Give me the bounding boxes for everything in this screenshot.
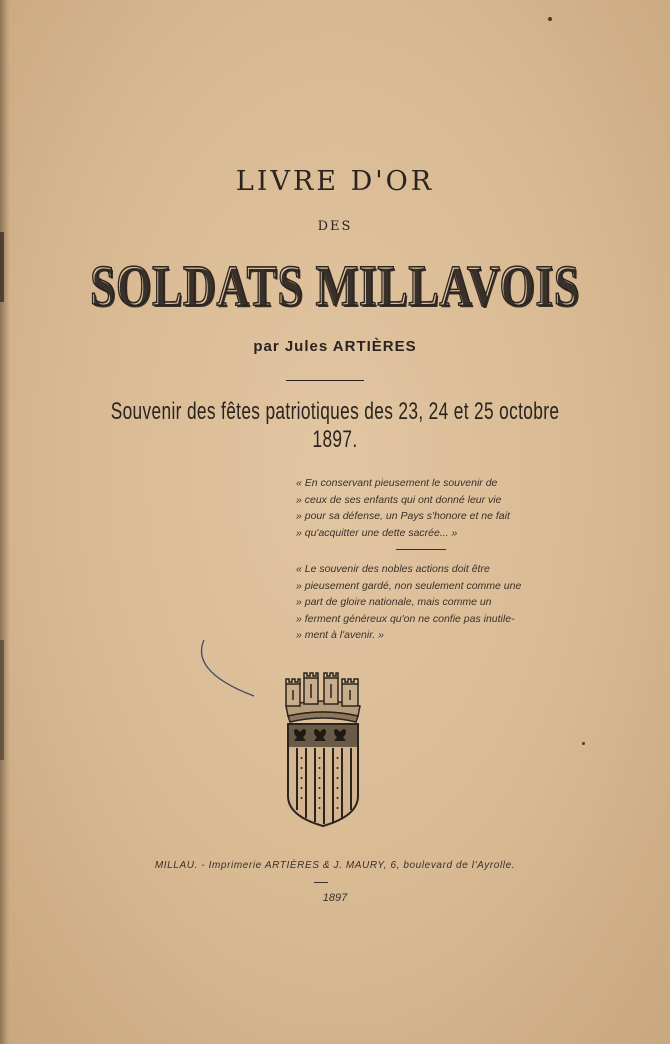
epigraph-line: » ferment généreux qu'on ne confie pas inutile- (296, 612, 515, 625)
imprint-divider (314, 882, 328, 883)
binding-edge (0, 0, 10, 1044)
epigraph-1 (296, 475, 554, 541)
subtitle: Souvenir des fêtes patriotiques des 23, 24 et 25 octobre 1897. (110, 398, 560, 453)
paper-speck (582, 742, 585, 745)
coat-of-arms-icon (278, 666, 368, 830)
epigraph-line: » qu'acquitter une dette sacrée... » (296, 526, 458, 539)
author-line: par Jules ARTIÈRES (253, 338, 417, 355)
epigraph-line: » ceux de ses enfants qui ont donné leur vie (296, 493, 502, 506)
title-line-2: DES (317, 219, 353, 234)
epigraph-line: « Le souvenir des nobles actions doit être (296, 563, 490, 575)
pen-mark (196, 638, 266, 698)
epigraph-line: « En conservant pieusement le souvenir de (296, 477, 498, 489)
binding-mark (0, 640, 4, 760)
imprint-line: MILLAU. - Imprimerie ARTIÈRES & J. MAURY, 6, boulevard de l'Ayrolle. (154, 860, 516, 871)
epigraph-line: » part de gloire nationale, mais comme un (296, 596, 492, 608)
epigraph-line: » pour sa défense, un Pays s'honore et ne fait (296, 510, 510, 522)
main-title: SOLDATS MILLAVOIS (90, 253, 580, 318)
title-divider (286, 380, 364, 381)
title-line-1: LIVRE D'OR (235, 166, 435, 197)
binding-mark (0, 232, 4, 302)
epigraph-line: » pieusement gardé, non seulement comme une (296, 579, 522, 592)
epigraph-line: » ment à l'avenir. » (296, 629, 384, 641)
epigraph-2 (296, 561, 554, 644)
epigraph-divider (396, 549, 446, 550)
paper-speck (548, 17, 552, 21)
publication-year: 1897 (322, 892, 348, 904)
